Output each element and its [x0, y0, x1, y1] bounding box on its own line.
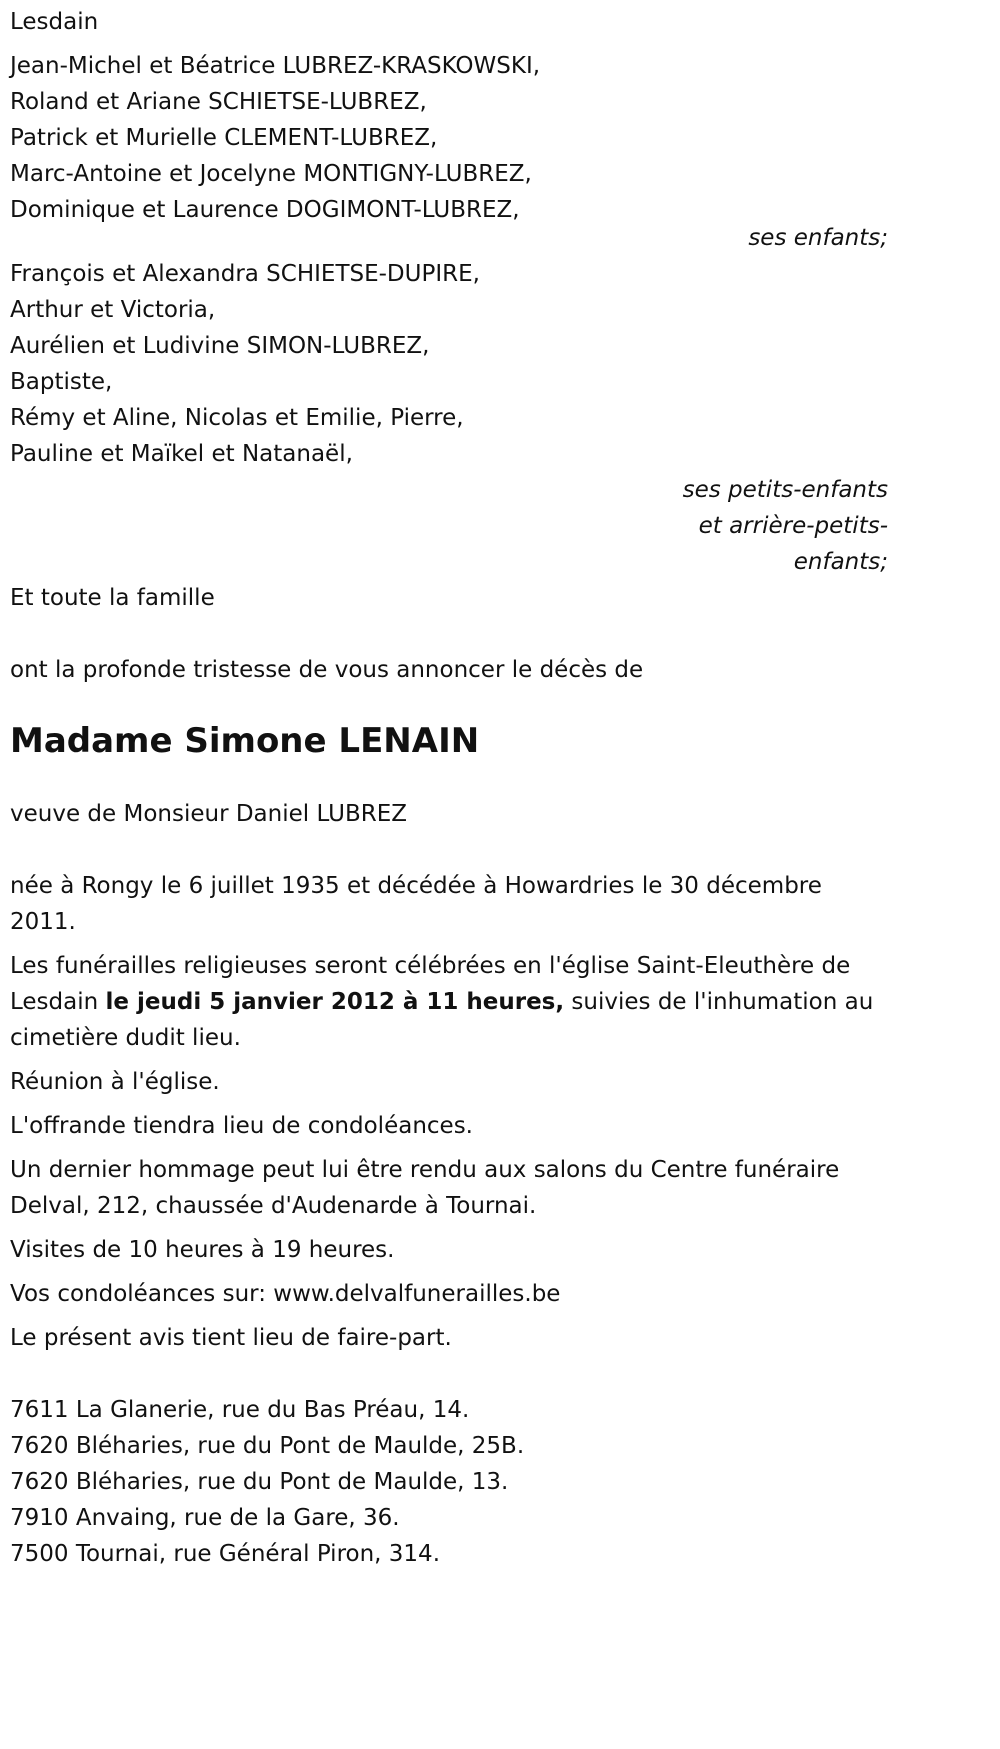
address-entry: 7620 Bléharies, rue du Pont de Maulde, 13. — [10, 1469, 509, 1495]
funeral-text-before: Les funérailles religieuses seront célébrées en l'église Saint-Eleuthère de Lesdain — [10, 953, 851, 1015]
grandchild-entry: Aurélien et Ludivine SIMON-LUBREZ, — [10, 333, 430, 359]
child-entry: Patrick et Murielle CLEMENT-LUBREZ, — [10, 125, 438, 151]
deceased-name: Madame Simone LENAIN — [10, 721, 480, 761]
grandchildren-label-line: ses petits-enfants — [682, 477, 888, 503]
child-entry: Marc-Antoine et Jocelyne MONTIGNY-LUBREZ, — [10, 161, 532, 187]
grandchild-entry: Baptiste, — [10, 369, 113, 395]
grandchildren-label — [10, 472, 888, 580]
visits-line: Visites de 10 heures à 19 heures. — [10, 1237, 395, 1263]
homage-line: Un dernier hommage peut lui être rendu aux salons du Centre funéraire Delval, 212, chaussée d'Audenarde à Tournai. — [10, 1157, 840, 1219]
place-name: Lesdain — [10, 9, 99, 35]
child-entry: Jean-Michel et Béatrice LUBREZ-KRASKOWSKI, — [10, 53, 541, 79]
grandchildren-label-line: enfants; — [793, 549, 888, 575]
notice-line: Le présent avis tient lieu de faire-part. — [10, 1325, 452, 1351]
grandchildren-label-line: et arrière-petits- — [698, 513, 888, 539]
child-entry: Dominique et Laurence DOGIMONT-LUBREZ, — [10, 197, 520, 223]
widow-of-line: veuve de Monsieur Daniel LUBREZ — [10, 801, 408, 827]
grandchildren-list — [10, 256, 900, 472]
address-entry: 7500 Tournai, rue Général Piron, 314. — [10, 1541, 441, 1567]
children-list — [10, 48, 900, 228]
addresses-list — [10, 1392, 900, 1572]
birth-death-line: née à Rongy le 6 juillet 1935 et décédée à Howardries le 30 décembre 2011. — [10, 873, 822, 935]
child-entry: Roland et Ariane SCHIETSE-LUBREZ, — [10, 89, 427, 115]
address-entry: 7611 La Glanerie, rue du Bas Préau, 14. — [10, 1397, 470, 1423]
meeting-line: Réunion à l'église. — [10, 1069, 220, 1095]
address-entry: 7620 Bléharies, rue du Pont de Maulde, 25B. — [10, 1433, 525, 1459]
condolences-line: Vos condoléances sur: www.delvalfunerailles.be — [10, 1281, 561, 1307]
offering-line: L'offrande tiendra lieu de condoléances. — [10, 1113, 473, 1139]
children-label: ses enfants; — [748, 225, 888, 251]
funeral-text-after: suivies de l'inhumation au cimetière dudit lieu. — [10, 989, 874, 1051]
funeral-date: le jeudi 5 janvier 2012 à 11 heures, — [105, 989, 565, 1015]
grandchild-entry: Rémy et Aline, Nicolas et Emilie, Pierre, — [10, 405, 464, 431]
announcement-line: ont la profonde tristesse de vous annoncer le décès de — [10, 657, 644, 683]
address-entry: 7910 Anvaing, rue de la Gare, 36. — [10, 1505, 400, 1531]
grandchild-entry: Pauline et Maïkel et Natanaël, — [10, 441, 353, 467]
grandchild-entry: Arthur et Victoria, — [10, 297, 216, 323]
grandchild-entry: François et Alexandra SCHIETSE-DUPIRE, — [10, 261, 480, 287]
funeral-details — [10, 948, 888, 1056]
family-line: Et toute la famille — [10, 585, 215, 611]
